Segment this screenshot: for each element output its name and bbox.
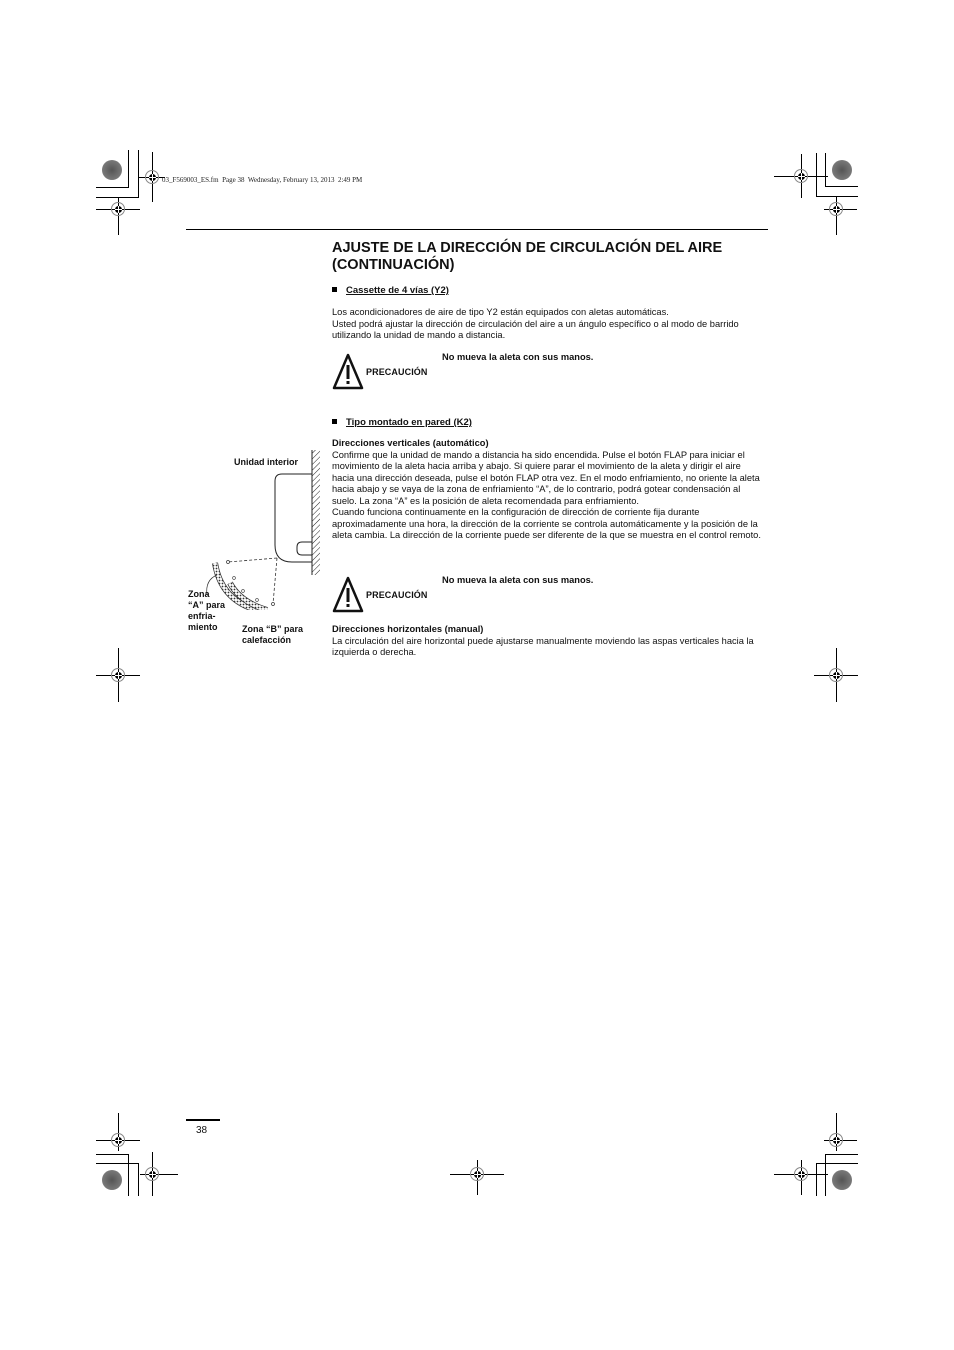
caution-box-1: [332, 350, 632, 390]
crop-mark: [96, 1163, 139, 1164]
zone-b-label: Zona “B” para calefacción: [242, 624, 304, 645]
wall-unit-diagram: [185, 450, 325, 610]
caution-message: No mueva la aleta con sus manos.: [442, 352, 594, 362]
vertical-title: Direcciones verticales (automático): [332, 438, 489, 448]
crop-mark: [816, 1163, 817, 1196]
crop-mark: [128, 1154, 129, 1196]
caution-box-2: [332, 573, 632, 613]
crop-mark: [96, 1154, 129, 1155]
crop-mark: [825, 1154, 858, 1155]
crop-mark: [816, 153, 817, 197]
print-header: 03_F569003_ES.fm Page 38 Wednesday, February 13, 2013 2:49 PM: [162, 176, 363, 184]
registration-disc: [832, 1170, 852, 1190]
page-title: [332, 240, 772, 274]
crop-mark: [825, 153, 826, 187]
cassette-paragraph: Los acondicionadores de aire de tipo Y2 están equipados con aletas automáticas. Usted podrá ajustar la dirección de circulación del aire a un ángulo específico o al modo de barrido utilizando la unidad de mando a distancia.: [332, 307, 739, 340]
crop-mark: [128, 150, 129, 187]
caution-message: No mueva la aleta con sus manos.: [442, 575, 594, 585]
warning-triangle-icon: [332, 576, 364, 614]
crop-mark: [816, 196, 858, 197]
page-number-rule: [186, 1119, 220, 1121]
registration-disc: [832, 160, 852, 180]
bullet-icon: [332, 287, 337, 292]
horizontal-directions: [332, 624, 764, 659]
crop-mark: [138, 1163, 139, 1196]
vertical-directions: [332, 438, 764, 542]
page-title-line2: (CONTINUACIÓN): [332, 257, 455, 273]
caution-label: PRECAUCIÓN: [366, 367, 428, 377]
crop-mark: [825, 186, 858, 187]
zone-a-label: Zona “A” para enfria- miento: [188, 589, 226, 632]
indoor-unit-label: Unidad interior: [234, 457, 299, 467]
caution-label: PRECAUCIÓN: [366, 590, 428, 600]
crop-mark: [816, 1163, 858, 1164]
crop-mark: [96, 187, 129, 188]
horizontal-title: Direcciones horizontales (manual): [332, 624, 484, 634]
registration-disc: [102, 160, 122, 180]
section-heading-wall: Tipo montado en pared (K2): [332, 417, 472, 428]
vertical-text-1: Confirme que la unidad de mando a distancia ha sido encendida. Pulse el botón FLAP para iniciar el movimiento de la aleta hacia arriba y abajo. Si quiere parar el movimiento de la aleta y dirigir el aire hacia una dirección deseada, pulse el botón FLAP otra vez. En el modo enfriamiento, no oriente la aleta hacia abajo y se vaya de la zona de enfriamiento “A”, de lo contrario, podrá gotear condensación al suelo. La zona “A” es la posición de aleta recomendada para enfriamiento.: [332, 449, 760, 506]
registration-disc: [102, 1170, 122, 1190]
vertical-text-2: Cuando funciona continuamente en la configuración de dirección de corriente fija durante aproximadamente una hora, la dirección de la corriente se controla automáticamente y la posición de la aleta cambia. La dirección de la corriente puede ser diferente de la que se muestra en el control remoto.: [332, 507, 761, 540]
bullet-icon: [332, 419, 337, 424]
page-title-line1: AJUSTE DE LA DIRECCIÓN DE CIRCULACIÓN DEL AIRE: [332, 240, 723, 256]
crop-mark: [138, 150, 139, 197]
warning-triangle-icon: [332, 353, 364, 391]
top-rule: [186, 229, 768, 230]
crop-mark: [825, 1154, 826, 1196]
horizontal-text: La circulación del aire horizontal puede ajustarse manualmente moviendo las aspas verticales hacia la izquierda o derecha.: [332, 635, 754, 657]
section-heading-cassette: Cassette de 4 vías (Y2): [332, 285, 449, 296]
page-number: 38: [196, 1125, 208, 1136]
